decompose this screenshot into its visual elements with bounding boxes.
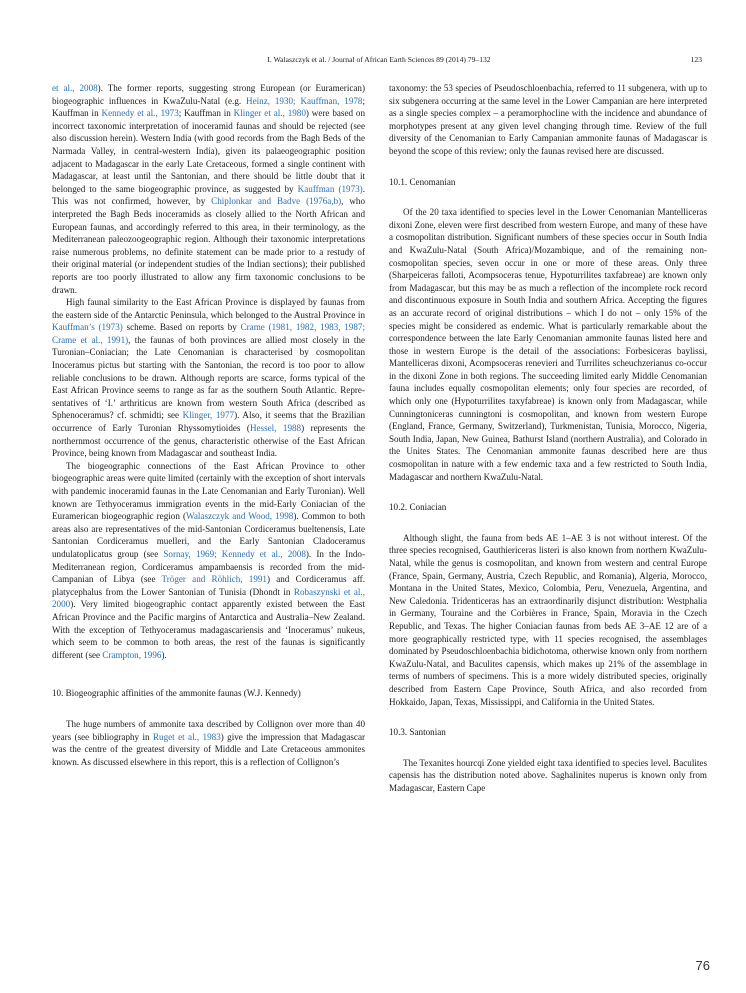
- paragraph-text: . This was not confirmed, however, by: [52, 183, 365, 207]
- journal-citation: I. Walaszczyk et al. / Journal of African Earth Sciences 89 (2014) 79–132: [267, 55, 491, 64]
- citation-link[interactable]: Klinger et al., 1980: [233, 108, 306, 119]
- subsection-heading: 10.3. Santonian: [389, 727, 446, 738]
- citation-link[interactable]: Walaszczyk and Wood, 1998: [185, 511, 294, 522]
- subsection-heading: 10.1. Cenomanian: [389, 176, 456, 187]
- folio-number: 76: [695, 958, 710, 973]
- paragraph-text: ). Common to both areas also are representatives of the mid-Santonian Cordiceramus bueltenensis, Late Santonian Cordiceramus muelleri, and the Early Santonian Cladoceramus undulatoplicatus group (see: [52, 511, 366, 559]
- paragraph-text: , the faunas of both provinces are allied most closely in the Turonian–Coniacian; the Late Cenomanian is characterised by cosmopolitan Inoceramus pictus but starting with the Santonian, the record is too poor to allow reliable conclusions to be drawn. Although reports are scarce, forms typical of the East African Province seems to range as far as the southern South Atlantic. Representatives of ‘I.’ arthriticus are known from western South Africa (described as Sphenoceramus? cf. schmidti; see: [52, 334, 365, 421]
- running-head: [52, 55, 706, 67]
- citation-link[interactable]: Kennedy et al., 1973: [101, 108, 179, 119]
- paragraph-text: ) were based on incorrect taxonomic interpretation of inoceramid faunas and should be rejected (see also discussion herein). Western India (with good records from the Bagh Beds of the Narmada Valley, in central-western India), given its palaeogeographic position adjacent to Madagascar in the early Late Cretaceous, formed a single continent with Madagascar, at least until the Santonian, and there should be little doubt that it belonged to the same biogeographic province, as suggested by: [52, 108, 365, 194]
- left-column: [52, 82, 365, 768]
- citation-link[interactable]: Chiplonkar and Badve (1976a,b): [211, 196, 342, 207]
- subsection-heading: 10.2. Coniacian: [389, 502, 447, 513]
- paragraph-text: ) give the impression that Madagascar was the centre of the greatest diversity of Middle and Late Cretaceous ammonites known. As discussed elsewhere in this report, this is a reflection of Collignon’s: [52, 731, 366, 767]
- paragraph-text: The biogeographic connections of the East African Province to other biogeographic areas were quite limited (certainly with the exception of short intervals with pandemic inoceramid faunas in the Late Cenomanian and Early Turonian). Well known are Tethyoceramus immigration events in the mid-Early Coniacian of the Euramerican biogeographic region (: [52, 460, 365, 522]
- paragraph: [52, 82, 365, 296]
- paragraph: Of the 20 taxa identified to species level in the Lower Cenomanian Mantelliceras dixoni Zone, eleven were first described from western Europe, and many of these have a cosmopolitan distribution. Significant numbers of these species occur in South India and KwaZulu-Natal (South Africa)/Mozambique, and of the remaining non-cosmopolitan species, seven occur in one or more of these areas. Only three (Sharpeiceras falloti, Acompsoceras tenue, Hypoturrilites taxfabreae) are known only from Madagascar, but this may be as much a reflection of the incomplete rock record and discontinuous exposure in South India and southern Africa. Accepting the figures as an accurate record of original distributions – which I do not – only 15% of the species might be considered as endemic. What is particularly remarkable about the correspondence between the late Early Cenomanian ammonite faunas listed here and those in western Europe is the detail of the associations: Forbesiceras baylissi, Mantelliceras dixoni, Acompsoceras renevieri and Turrilites scheuchzerianus co-occur in the dixoni Zone in both regions. The succeeding limited early Middle Cenomanian fauna includes equally cosmopolitan elements; only four species are recorded, of which only one (Hypoturrilites taxyfabreae) is known only from Madagascar, while Cunningtoniceras cunningtoni is cosmopolitan, and known from western Europe (England, France, Germany, Switzerland), Turkmenistan, Tunisia, Morocco, Nigeria, South India, Japan, New Guinea, Bathurst Island (northern Australia), and Colorado in the Unites States. The Cenomanian ammonite faunas described here are thus cosmopolitan in nature with a few endemic taxa and a few restricted to South India, Madagascar and northern KwaZulu-Natal.: [389, 207, 707, 482]
- section-heading: 10. Biogeographic affinities of the ammonite faunas (W.J. Kennedy): [52, 688, 301, 699]
- citation-link[interactable]: Ruget et al., 1983: [152, 731, 221, 742]
- paragraph-text: ). Very limited biogeographic contact apparently existed between the East African Province and the Pacific margins of Antarctica and Australia–New Zealand. With the exception of Tethyoceramus madagascariensis and ‘Inoceramus’ nukeus, which seem to be common to both areas, the rest of the faunas is significantly different (see: [52, 599, 365, 660]
- paragraph-text: ).: [161, 649, 167, 660]
- citation-link[interactable]: Kauffman (1973): [297, 183, 363, 194]
- citation-link[interactable]: Klinger, 1977: [182, 410, 235, 421]
- paragraph: taxonomy: the 53 species of Pseudoschloenbachia, referred to 11 subgenera, with up to six subgenera occurring at the same level in the Lower Campanian are here interpreted as a single species complex – a peramorphocline with the incidence and abundance of morphotypes present at any given level changing through time. Review of the full diversity of the Cenomanian to Early Campanian ammonite faunas of Madagascar is beyond the scope of this review; only the faunas revised here are discussed.: [389, 83, 707, 156]
- paragraph-text: ) and Cordiceramus aff. platycephalus from the Lower Santonian of Tunisia (Dhondt in: [52, 574, 365, 597]
- paragraph-text: ; Kauffman in: [178, 108, 234, 119]
- citation-link[interactable]: Crame (1981, 1982, 1983, 1987; Crame et al., 1991): [52, 322, 365, 345]
- paragraph-text: scheme. Based on reports by: [122, 322, 241, 333]
- citation-link[interactable]: Hessel, 1988: [249, 423, 302, 434]
- paragraph-text: ). In the Indo-Mediterranean region, Cordiceramus ampambaensis is recorded from the mid-Campanian of Libya (see: [52, 548, 365, 585]
- citation-link[interactable]: Robaszynski et al., 2000: [52, 586, 365, 610]
- citation-link[interactable]: Tröger and Röhlich, 1991: [161, 574, 267, 585]
- paragraph-text: , who interpreted the Bagh Beds inoceramids as closely allied to the North African and European faunas, and accordingly referred to this area, in their terminology, as the Mediterranean paleozoogeographic region. Although their taxonomic interpretations raise numerous problems, no definite statement can be made prior to a restudy of their original material (or independent studies of the Indian sections); their published reports are too poorly illustrated to allow any firm taxonomic conclusions to be drawn.: [52, 196, 365, 295]
- paragraph-text: ) represents the northernmost occurrence of the genus, characteristic otherwise of the East African Province, being known from Madagascar and southeast India.: [52, 423, 365, 459]
- paragraph-text: High faunal similarity to the East African Province is displayed by faunas from the eastern side of the Antarctic Peninsula, which belonged to the Austral Province in: [52, 297, 365, 320]
- paragraph-text: ). Also, it seems that the Brazilian occurrence of Early Turonian Rhyssomytioides (: [52, 410, 365, 434]
- right-column: [389, 82, 707, 795]
- citation-link[interactable]: et al., 2008: [52, 83, 98, 93]
- paragraph: [52, 296, 365, 460]
- paragraph-text: The huge numbers of ammonite taxa described by Collignon over more than 40 years (see bibliography in: [52, 718, 365, 742]
- paragraph: The Texanites hourcqi Zone yielded eight taxa identified to species level. Baculites capensis has the distribution noted above. Saghalinites nuperus is known only from Madagascar, Eastern Cape: [389, 757, 707, 793]
- paragraph-text: ; Kauffman in: [52, 95, 365, 119]
- citation-link[interactable]: Kauffman’s (1973): [52, 322, 123, 333]
- citation-link[interactable]: Heinz, 1930; Kauffman, 1978: [246, 95, 363, 106]
- paragraph: [52, 718, 365, 768]
- paragraph: Although slight, the fauna from beds AE 1–AE 3 is not without interest. Of the three species recognised, Gauthiericeras listeri is also known from northern KwaZulu-Natal, while the genus is cosmopolitan, and known from western and central Europe (France, Spain, Germany, Austria, Czech Republic, and Romania), Algeria, Morocco, Montana in the United States, Mexico, Colombia, Peru, Venezuela, Argentina, and New Caledonia. Tridenticeras has an extraordinarily disjunct distribution: Westphalia in Germany, Touraine and the Corbières in France, Spain, Moravia in the Czech Republic, and Texas. The higher Coniacian faunas from beds AE 3–AE 12 are of a more geographically restricted type, with 11 species recognised, the assemblages dominated by Pseudoschloenbachia bidichotoma, otherwise known only from northern KwaZulu-Natal, and Baculites capensis, which makes up 21% of the assemblage in terms of numbers of specimens. This is a more widely distributed species, originally described from Eastern Cape Province, South Africa, and also recorded from Hokkaido, Japan, Texas, Mississippi, and California in the United States.: [389, 532, 707, 707]
- paragraph: [52, 460, 365, 662]
- paragraph-text: ). The former reports, suggesting strong European (or Euramerican) biogeographic influences in KwaZulu-Natal (e.g.: [52, 83, 365, 106]
- citation-link[interactable]: Sornay, 1969; Kennedy et al., 2008: [163, 548, 306, 559]
- citation-link[interactable]: Crampton, 1996: [102, 649, 162, 660]
- page-number: 123: [690, 55, 702, 64]
